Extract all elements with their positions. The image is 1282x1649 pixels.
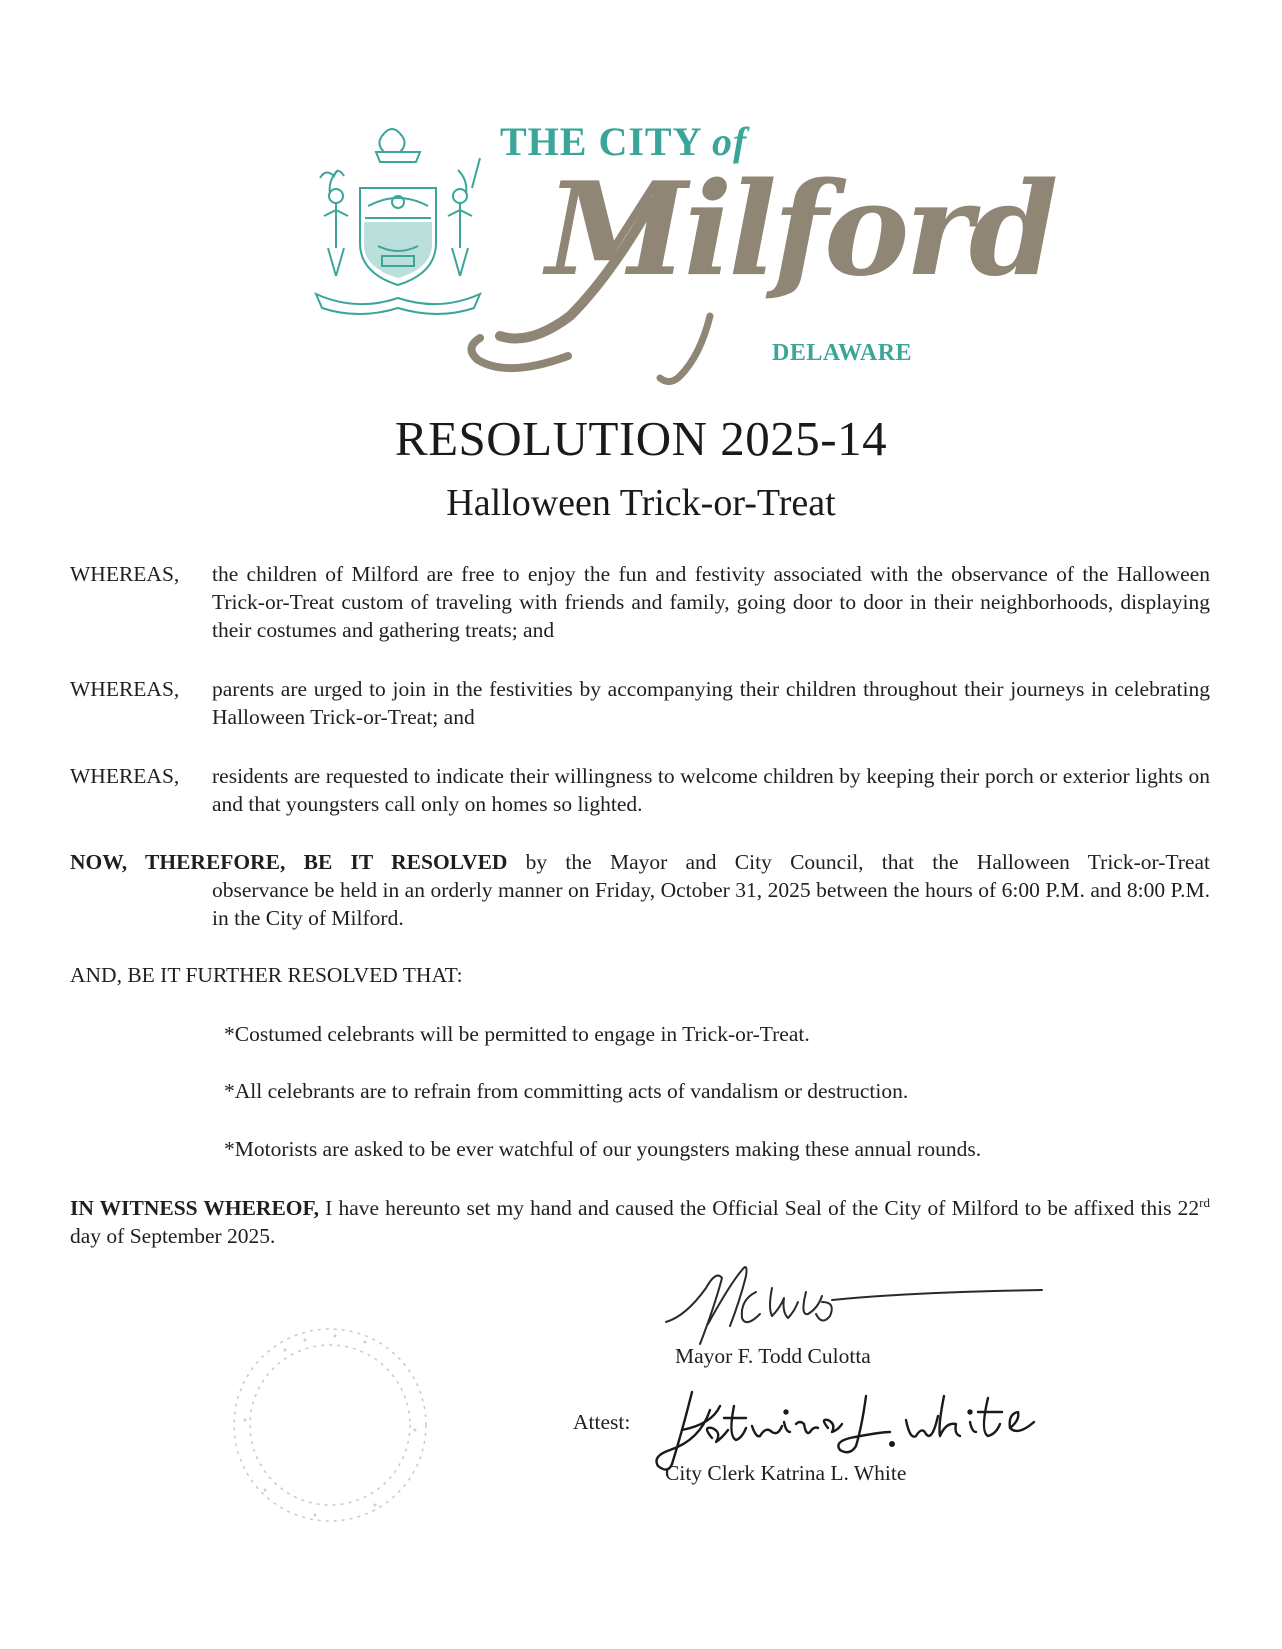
delaware-label: DELAWARE	[772, 340, 913, 366]
witness-clause	[70, 1194, 1210, 1250]
resolution-bullet-1: *Costumed celebrants will be permitted to engage in Trick-or-Treat.	[224, 1022, 810, 1046]
whereas-lead: WHEREAS,	[70, 764, 180, 788]
milford-wordmark: Milford	[546, 155, 1055, 305]
state-seal-icon	[310, 118, 485, 318]
further-resolved-heading: AND, BE IT FURTHER RESOLVED THAT:	[70, 963, 463, 987]
whereas-clause-3	[70, 762, 1210, 818]
resolved-rest: observance be held in an orderly manner on Friday, October 31, 2025 between the hours of 6:00 P.M. and 8:00 P.M. in the City of Milford.	[212, 878, 1210, 930]
city-of-of: of	[712, 119, 748, 164]
whereas-lead: WHEREAS,	[70, 677, 180, 701]
attest-label: Attest:	[573, 1410, 631, 1434]
resolved-clause	[70, 848, 1210, 932]
witness-lead: IN WITNESS WHEREOF,	[70, 1196, 320, 1220]
day-ordinal-suffix: rd	[1199, 1194, 1210, 1210]
whereas-text: the children of Milford are free to enjoy the fun and festivity associated with the observance of the Halloween Trick-or-Treat custom of traveling with friends and family, going door to door in their neighborhoods, displaying their costumes and gathering treats; and	[212, 562, 1210, 642]
mayor-name: Mayor F. Todd Culotta	[675, 1344, 871, 1368]
resolved-first-line	[70, 848, 1210, 876]
clerk-name: City Clerk Katrina L. White	[665, 1461, 907, 1485]
city-of-line1: THE CITY	[500, 119, 713, 164]
whereas-clause-2	[70, 675, 1210, 731]
resolution-bullet-2: *All celebrants are to refrain from committing acts of vandalism or destruction.	[224, 1079, 909, 1103]
page-title: RESOLUTION 2025-14	[394, 411, 888, 466]
mayor-signature-icon	[660, 1262, 1050, 1352]
whereas-text: residents are requested to indicate their willingness to welcome children by keeping their porch or exterior lights on and that youngsters call only on homes so lighted.	[212, 764, 1210, 816]
witness-text-end: day of September 2025.	[70, 1224, 276, 1248]
resolved-first-text: by the Mayor and City Council, that the Halloween Trick-or-Treat	[507, 850, 1210, 874]
page-subtitle: Halloween Trick-or-Treat	[446, 482, 836, 524]
whereas-clause-1	[70, 560, 1210, 644]
whereas-text: parents are urged to join in the festivities by accompanying their children throughout their journeys in celebrating Halloween Trick-or-Treat; and	[212, 677, 1210, 729]
resolution-bullet-3: *Motorists are asked to be ever watchful of our youngsters making these annual rounds.	[224, 1137, 982, 1161]
witness-text: I have hereunto set my hand and caused the Official Seal of the City of Milford to be affixed this 22	[319, 1196, 1200, 1220]
resolved-lead: NOW, THEREFORE, BE IT RESOLVED	[70, 850, 508, 874]
letterhead-logo	[310, 118, 1055, 388]
embossed-city-seal-icon	[225, 1320, 435, 1530]
whereas-lead: WHEREAS,	[70, 562, 180, 586]
